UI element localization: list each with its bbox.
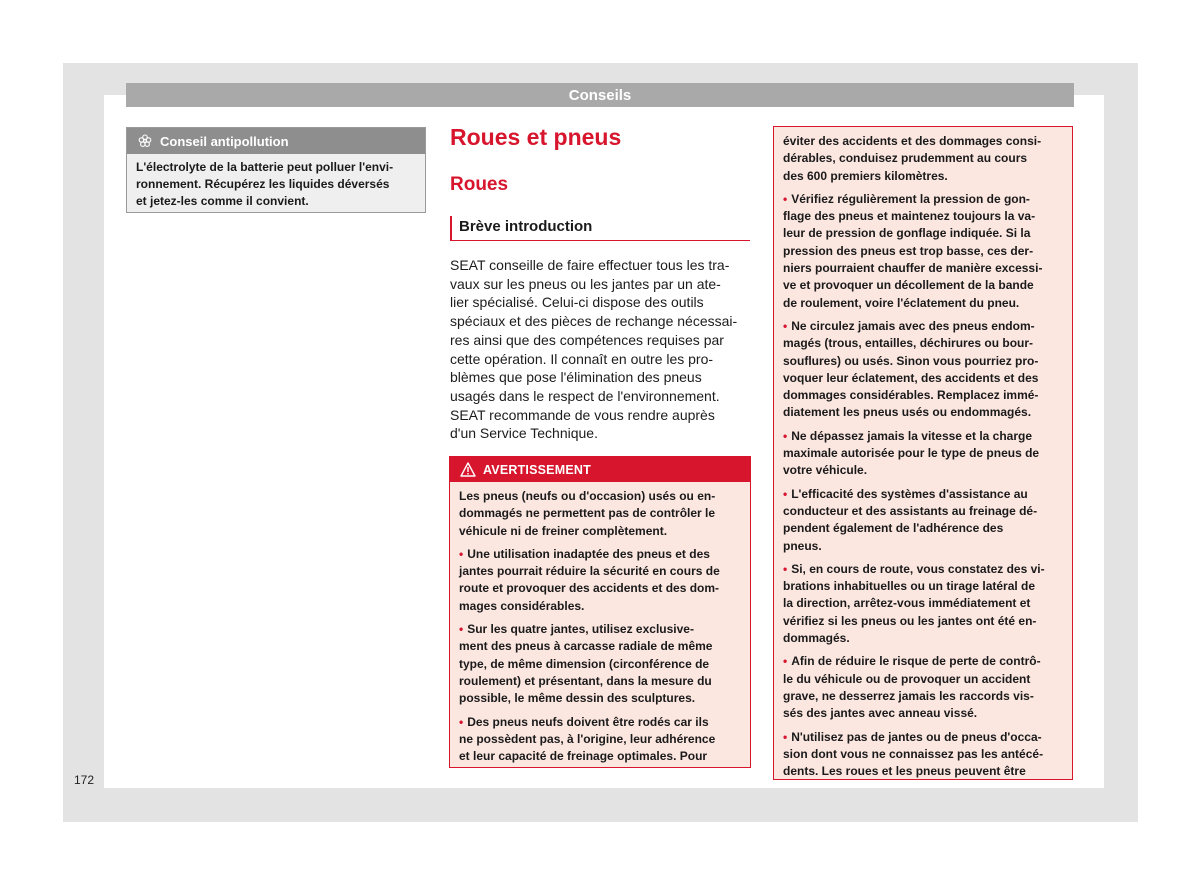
text-line: sion dont vous ne connaissez pas les antécé- xyxy=(783,746,1044,761)
bullet-marker: • xyxy=(459,622,464,637)
text-line: L'électrolyte de la batterie peut polluer l'envi- xyxy=(136,160,394,174)
text-line: roulement) et présentant, dans la mesure du xyxy=(459,673,712,688)
text-line: Des pneus neufs doivent être rodés car ils xyxy=(467,714,709,729)
text-line: le du véhicule ou de provoquer un accident xyxy=(783,671,1031,686)
text-line: ve et provoquer un décollement de la bande xyxy=(783,278,1034,293)
text-line: jantes pourrait réduire la sécurité en cours de xyxy=(459,564,720,579)
text-line: et leur capacité de freinage optimales. Pour xyxy=(459,749,708,764)
text-line: res ainsi que des compétences requises par xyxy=(450,331,724,348)
text-line: souflures) ou usés. Sinon vous pourriez pro- xyxy=(783,353,1039,368)
text-line: route et provoquer des accidents et des dom- xyxy=(459,581,720,596)
warning-bullet xyxy=(783,428,1064,480)
bullet-marker: • xyxy=(783,654,788,669)
text-line: flage des pneus et maintenez toujours la va- xyxy=(783,209,1036,224)
text-line: Ne circulez jamais avec des pneus endom- xyxy=(791,318,1035,333)
bullet-marker: • xyxy=(783,486,788,501)
warning-bullet xyxy=(783,561,1064,647)
warning-bullet xyxy=(459,546,742,615)
tip-title: Conseil antipollution xyxy=(160,133,289,149)
text-line: Vérifiez régulièrement la pression de gon- xyxy=(791,191,1030,206)
text-line: SEAT recommande de vous rendre auprès xyxy=(450,406,715,423)
text-line: votre véhicule. xyxy=(783,463,868,478)
text-line: des 600 premiers kilomètres. xyxy=(783,168,948,183)
warning-bullet xyxy=(783,653,1064,722)
tip-text xyxy=(127,154,425,210)
warning-paragraph xyxy=(783,133,1064,185)
text-line: vérifiez si les pneus ou les jantes ont été en- xyxy=(783,613,1037,628)
text-line: voquer leur éclatement, des accidents et des xyxy=(783,370,1039,385)
bullet-marker: • xyxy=(459,714,464,729)
text-line: et jetez-les comme il convient. xyxy=(136,194,309,208)
text-line: magés (trous, entailles, déchirures ou bour- xyxy=(783,336,1034,351)
bullet-marker: • xyxy=(783,729,788,744)
flower-icon xyxy=(138,134,152,148)
text-line: sés des jantes avec anneau vissé. xyxy=(783,706,978,721)
warning-text xyxy=(450,482,750,765)
bullet-marker: • xyxy=(783,318,788,333)
chapter-header: Conseils xyxy=(126,83,1074,107)
text-line: SEAT conseille de faire effectuer tous les tra- xyxy=(450,257,730,273)
text-line: pression des pneus est trop basse, ces der- xyxy=(783,243,1034,258)
intro-paragraph xyxy=(450,256,752,443)
text-line: Les pneus (neufs ou d'occasion) usés ou en- xyxy=(459,489,716,503)
warning-bullet xyxy=(783,318,1064,422)
subsection-title: Brève introduction xyxy=(450,216,750,241)
tip-header xyxy=(127,128,425,154)
warning-continuation-box xyxy=(773,126,1073,780)
text-line: L'efficacité des systèmes d'assistance au xyxy=(791,486,1028,501)
warning-header xyxy=(450,457,750,482)
warning-bullet xyxy=(783,486,1064,555)
text-line: Sur les quatre jantes, utilisez exclusive- xyxy=(467,622,694,637)
text-line: dents. Les roues et les pneus peuvent être xyxy=(783,764,1026,779)
text-line: type, de même dimension (circonférence de xyxy=(459,656,710,671)
text-line: spéciaux et des pièces de rechange nécessai- xyxy=(450,313,738,330)
text-line: dommagés ne permettent pas de contrôler le xyxy=(459,506,716,521)
text-line: leur de pression de gonflage indiquée. Si la xyxy=(783,226,1031,241)
text-line: Afin de réduire le risque de perte de contrô- xyxy=(791,654,1041,669)
section-title: Roues xyxy=(450,174,509,195)
text-line: de roulement, voire l'éclatement du pneu. xyxy=(783,295,1020,310)
text-line: usagés dans le respect de l'environnement. xyxy=(450,387,720,404)
warning-bullet xyxy=(783,191,1064,312)
text-line: d'un Service Technique. xyxy=(450,425,598,442)
text-line: dérables, conduisez prudemment au cours xyxy=(783,151,1028,166)
bullet-marker: • xyxy=(783,428,788,443)
warning-continuation-text xyxy=(774,127,1072,780)
text-line: Ne dépassez jamais la vitesse et la charge xyxy=(791,428,1033,443)
text-line: vaux sur les pneus ou les jantes par un ate- xyxy=(450,275,721,292)
warning-box xyxy=(449,456,751,768)
warning-paragraph xyxy=(459,488,742,540)
text-line: Une utilisation inadaptée des pneus et des xyxy=(467,546,710,561)
text-line: la direction, arrêtez-vous immédiatement et xyxy=(783,596,1031,611)
text-line: possible, le même dessin des sculptures. xyxy=(459,691,696,706)
warning-bullet xyxy=(459,621,742,707)
warning-bullet xyxy=(459,714,742,766)
bullet-marker: • xyxy=(459,546,464,561)
text-line: véhicule ni de freiner complètement. xyxy=(459,523,668,538)
text-line: diatement les pneus usés ou endommagés. xyxy=(783,405,1032,420)
chapter-title: Roues et pneus xyxy=(450,124,622,150)
text-line: cette opération. Il connaît en outre les pro- xyxy=(450,350,714,367)
bullet-marker: • xyxy=(783,561,788,576)
text-line: blèmes que pose l'élimination des pneus xyxy=(450,369,702,386)
text-line: niers pourraient chauffer de manière excessi- xyxy=(783,261,1043,276)
warning-bullet xyxy=(783,729,1064,781)
text-line: Si, en cours de route, vous constatez des vi- xyxy=(791,561,1045,576)
text-line: éviter des accidents et des dommages consi- xyxy=(783,134,1042,148)
text-line: brations inhabituelles ou un tirage latéral de xyxy=(783,579,1036,594)
text-line: ronnement. Récupérez les liquides déversés xyxy=(136,177,390,191)
text-line: ne possèdent pas, à l'origine, leur adhérence xyxy=(459,731,716,746)
text-line: pendent également de l'adhérence des xyxy=(783,521,1004,536)
page-number: 172 xyxy=(74,773,95,787)
warning-title: AVERTISSEMENT xyxy=(483,462,591,477)
text-line: maximale autorisée pour le type de pneus de xyxy=(783,446,1040,461)
text-line: lier spécialisé. Celui-ci dispose des outils xyxy=(450,294,704,311)
text-line: pneus. xyxy=(783,538,822,553)
text-line: mages considérables. xyxy=(459,598,585,613)
tip-box xyxy=(126,127,426,213)
text-line: N'utilisez pas de jantes ou de pneus d'occa- xyxy=(791,729,1042,744)
text-line: conducteur et des assistants au freinage dé- xyxy=(783,503,1038,518)
bullet-marker: • xyxy=(783,191,788,206)
text-line: dommages considérables. Remplacez immé- xyxy=(783,388,1039,403)
text-line: dommagés. xyxy=(783,631,850,646)
warning-triangle-icon xyxy=(460,462,476,477)
text-line: ment des pneus à carcasse radiale de même xyxy=(459,639,713,654)
text-line: grave, ne desserrez jamais les raccords vis- xyxy=(783,688,1034,703)
